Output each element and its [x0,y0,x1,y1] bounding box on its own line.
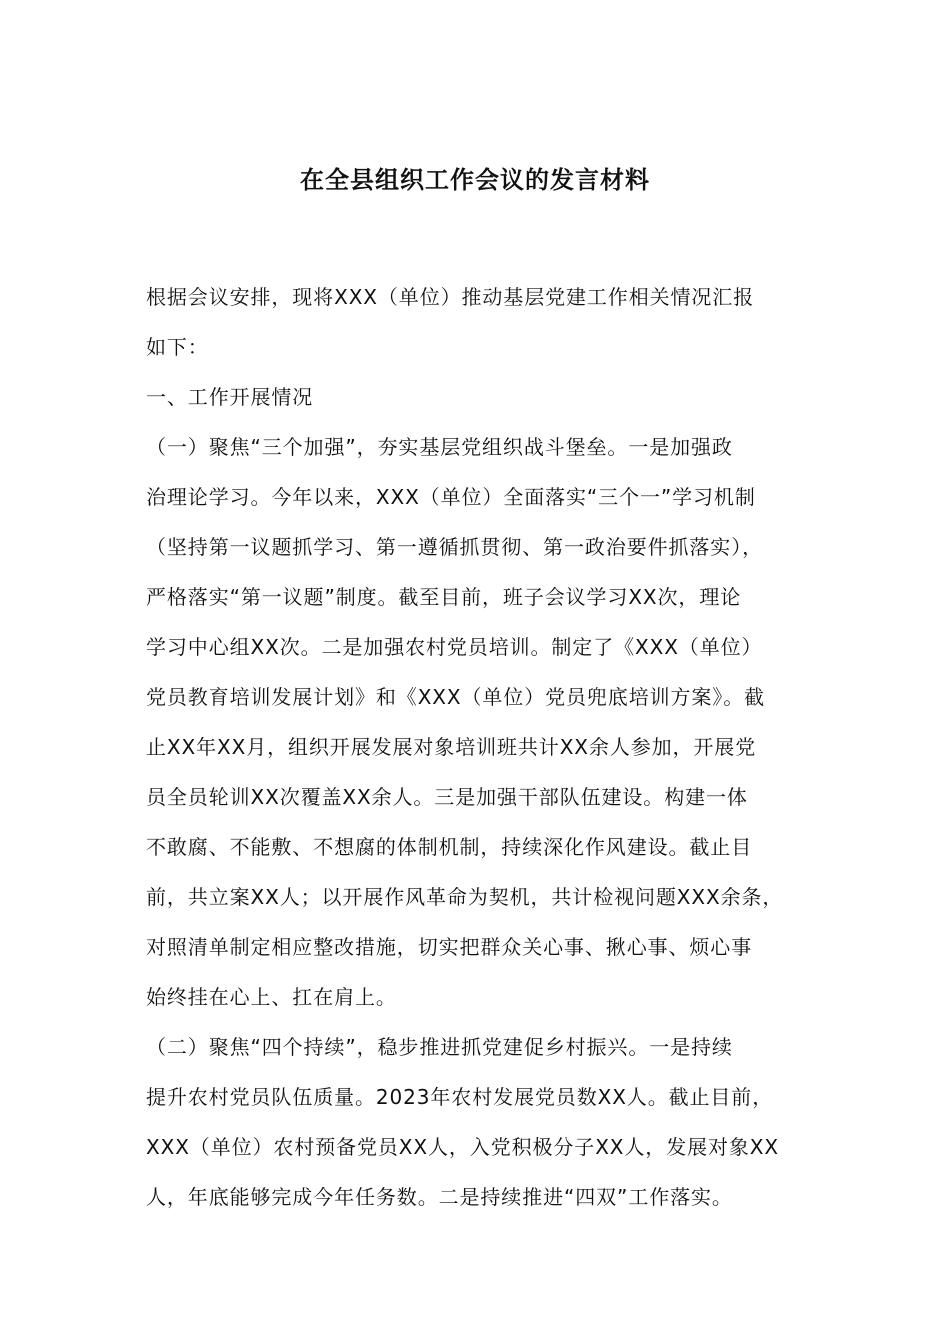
body-line: （二）聚焦“四个持续”，稳步推进抓党建促乡村振兴。一是持续 [146,1035,733,1059]
body-line: 人，年底能够完成今年任务数。二是持续推进“四双”工作落实。 [146,1185,733,1209]
body-line: 根据会议安排，现将XXX（单位）推动基层党建工作相关情况汇报 [146,285,755,309]
body-line: 学习中心组XX次。二是加强农村党员培训。制定了《XXX（单位） [146,635,763,659]
document-title: 在全县组织工作会议的发言材料 [300,165,650,194]
body-line: XXX（单位）农村预备党员XX人，入党积极分子XX人，发展对象XX [146,1135,780,1159]
body-line: 不敢腐、不能敷、不想腐的体制机制，持续深化作风建设。截止目 [146,835,753,859]
body-line: 党员教育培训发展计划》和《XXX（单位）党员兜底培训方案》。截 [146,685,766,709]
document-body [146,272,836,1222]
section-heading: 一、工作开展情况 [146,385,314,409]
body-line: 提升农村党员队伍质量。2023年农村发展党员数XX人。截止目前， [146,1085,774,1109]
body-line: 止XX年XX月，组织开展发展对象培训班共计XX余人参加，开展党 [146,735,757,759]
body-line: 始终挂在心上、扛在肩上。 [146,985,397,1009]
body-line: 前，共立案XX人；以开展作风革命为契机，共计检视问题XXX余条， [146,885,784,909]
body-line: 如下： [146,335,209,359]
body-line: （一）聚焦“三个加强”，夯实基层党组织战斗堡垒。一是加强政 [146,435,733,459]
body-line: 严格落实“第一议题”制度。截至目前，班子会议学习XX次，理论 [146,585,742,609]
body-line: 治理论学习。今年以来，XXX（单位）全面落实“三个一”学习机制 [146,485,756,509]
body-line: （坚持第一议题抓学习、第一遵循抓贯彻、第一政治要件抓落实）， [146,535,763,559]
body-line: 对照清单制定相应整改措施，切实把群众关心事、揪心事、烦心事 [146,935,753,959]
body-line: 员全员轮训XX次覆盖XX余人。三是加强干部队伍建设。构建一体 [146,785,748,809]
